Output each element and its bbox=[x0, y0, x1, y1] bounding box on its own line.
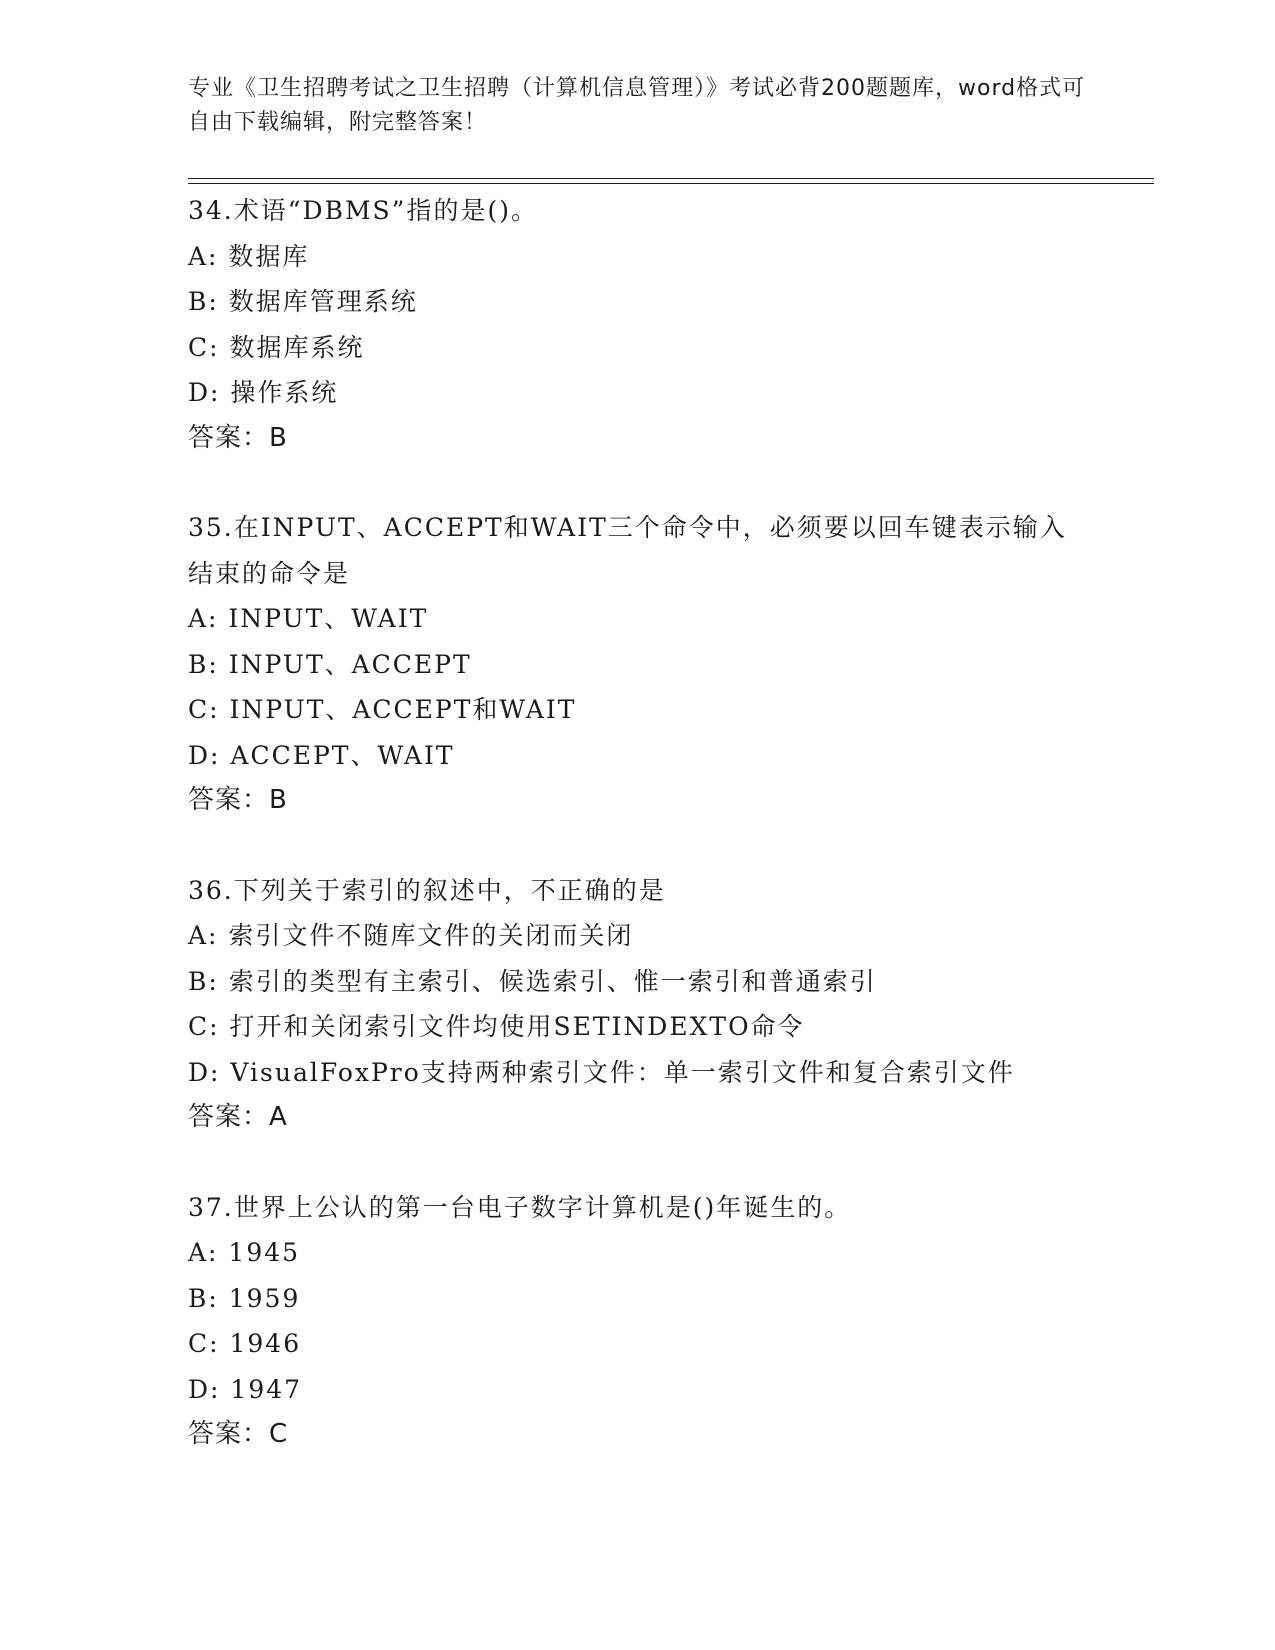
option-b: B: 索引的类型有主索引、候选索引、惟一索引和普通索引 bbox=[188, 966, 877, 996]
option-d: D: VisualFoxPro支持两种索引文件：单一索引文件和复合索引文件 bbox=[188, 1057, 1015, 1087]
answer-label: 答案：B bbox=[188, 785, 288, 815]
question-stem: 34.术语“DBMS”指的是()。 bbox=[188, 196, 538, 225]
answer-label: 答案：C bbox=[188, 1419, 289, 1449]
option-d: D: 1947 bbox=[188, 1374, 303, 1404]
option-b: B: 数据库管理系统 bbox=[188, 287, 418, 316]
option-c: C: 1946 bbox=[188, 1329, 302, 1358]
document-header: 专业《卫生招聘考试之卫生招聘（计算机信息管理）》考试必背200题题库，word格式可自由下载编辑，附完整答案！ bbox=[188, 76, 1086, 135]
option-c: C: 打开和关闭索引文件均使用SETINDEXTO命令 bbox=[188, 1012, 805, 1041]
question-37 bbox=[188, 1185, 1154, 1458]
option-d: D: 操作系统 bbox=[188, 378, 339, 407]
question-35 bbox=[188, 505, 1154, 824]
question-stem: 36.下列关于索引的叙述中，不正确的是 bbox=[188, 875, 666, 905]
answer-label: 答案：A bbox=[188, 1102, 288, 1132]
option-a: A: 1945 bbox=[188, 1238, 301, 1267]
option-a: A: 数据库 bbox=[188, 241, 310, 271]
question-36 bbox=[188, 868, 1154, 1141]
option-c: C: 数据库系统 bbox=[188, 332, 365, 362]
question-stem: 37.世界上公认的第一台电子数字计算机是()年诞生的。 bbox=[188, 1192, 852, 1222]
answer-label: 答案：B bbox=[188, 422, 288, 453]
option-a: A: 索引文件不随库文件的关闭而关闭 bbox=[188, 921, 634, 950]
question-stem: 35.在INPUT、ACCEPT和WAIT三个命令中，必须要以回车键表示输入结束的命令是 bbox=[188, 513, 1067, 588]
header-divider-bottom bbox=[188, 183, 1154, 184]
question-list bbox=[188, 188, 1154, 1502]
option-a: A: INPUT、WAIT bbox=[188, 604, 429, 633]
question-34 bbox=[188, 188, 1154, 461]
option-b: B: 1959 bbox=[188, 1283, 301, 1313]
header-divider-top bbox=[188, 178, 1154, 179]
option-c: C: INPUT、ACCEPT和WAIT bbox=[188, 695, 577, 724]
option-d: D: ACCEPT、WAIT bbox=[188, 740, 455, 770]
option-b: B: INPUT、ACCEPT bbox=[188, 649, 472, 679]
